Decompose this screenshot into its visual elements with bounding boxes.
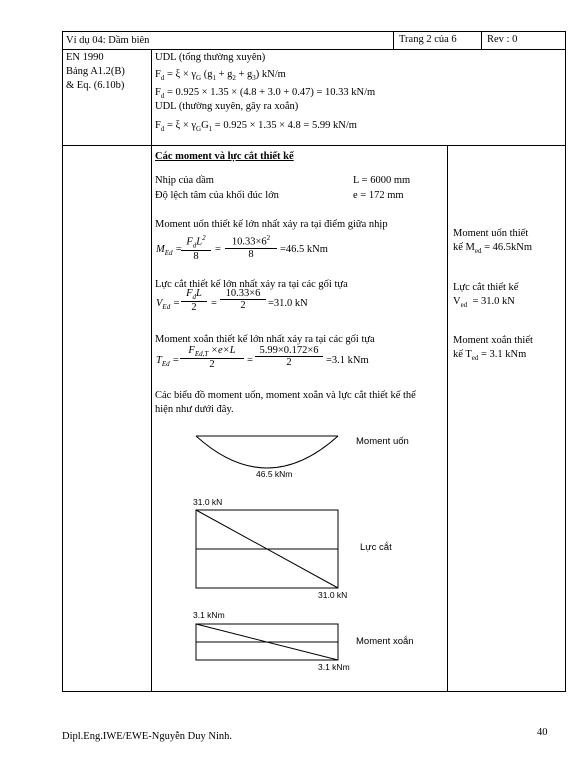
shear-result-line-2: $V_{ed} = 31.0$ kN [453,296,515,310]
moment-diagram-label: Moment uốn [356,436,409,447]
shear-description: Lực cắt thiết kế lớn nhất xảy ra tại các gối tựa [155,279,348,290]
shear-bottom-value: 31.0 kN [318,590,348,600]
shear-top-value: 31.0 kN [193,497,223,507]
moment-result-line-1: Moment uốn thiết [453,228,529,239]
moment-fraction-2: $\frac{10.33\times 6^2}{8}$ [225,234,277,260]
udl-equation-1: $F_d = \xi \times \gamma_G$ $(g_1 + g_2 + g_3)$ kN/m [155,69,286,83]
udl-torsion-label: UDL (thường xuyên, gây ra xoắn) [155,101,299,112]
shear-result: =31.0 kN [268,298,308,309]
torsion-result-line-1: Moment xoắn thiết [453,335,533,346]
moment-description: Moment uốn thiết kế lớn nhất xảy ra tại điểm giữa nhịp [155,219,388,230]
shear-result-line-1: Lực cắt thiết kế [453,282,519,293]
eccentricity-label: Độ lệch tâm của khối đúc lớn [155,190,279,201]
footer-page-number: 40 [537,727,548,738]
torsion-fraction-2: $\frac{5.99\times 0.172\times 6}{2}$ [255,345,323,368]
shear-lhs: $V_{Ed}$ = [156,298,180,312]
torsion-diagram-label: Moment xoắn [356,636,414,647]
eccentricity-value: e = 172 mm [353,190,404,201]
torsion-lhs: $T_{Ed}$ = [156,355,180,369]
udl-total-label: UDL (tổng thường xuyên) [155,52,266,63]
span-label: Nhịp của dầm [155,175,214,186]
reference-line-1: EN 1990 [66,52,104,63]
torsion-top-value: 3.1 kNm [193,610,225,620]
diagram-intro-line-1: Các biểu đồ moment uốn, moment xoắn và lực cắt thiết kế thể [155,390,416,401]
diagram-intro-line-2: hiện như dưới đây. [155,404,234,415]
shear-fraction-2: $\frac{10.33\times 6}{2}$ [220,288,266,311]
page-indicator: Trang 2 của 6 [399,34,457,45]
footer-author: Dipl.Eng.IWE/EWE-Nguyễn Duy Ninh. [62,731,233,742]
moment-diagram-value: 46.5 kNm [256,469,293,479]
torsion-result: =3.1 kNm [326,355,369,366]
moment-curve [196,436,338,468]
revision-indicator: Rev : 0 [487,34,518,45]
torsion-fraction-1: $F_{Ed,T} \times e\times L$ 2 [180,345,244,370]
shear-fraction-1: $F_dL$ 2 [181,288,207,313]
section-heading: Các moment và lực cắt thiết kế [155,151,294,162]
shear-diagram-label: Lực cắt [360,542,392,553]
span-value: L = 6000 mm [353,175,411,186]
shear-equals: = [211,298,217,309]
reference-line-2: Bảng A1.2(B) [66,66,125,77]
torsion-result-line-2: kế $T_{ed} = 3.1$ kNm [453,349,527,363]
reference-line-3: & Eq. (6.10b) [66,80,125,91]
torsion-bottom-value: 3.1 kNm [318,662,350,672]
moment-equals: = [215,244,221,255]
udl-equation-2: $F_d = 0.925 \times 1.35 \times (4.8 + 3.0 + 0.47) = 10.33$ kN/m [155,87,376,101]
document-title: Ví dụ 04: Dầm biên [66,35,150,46]
moment-fraction-1: $F_dL^2$ 8 [181,234,211,262]
moment-lhs: $M_{Ed}$ = [156,244,183,258]
udl-equation-3: $F_d = \xi \times \gamma_GG_1 = 0.925 \times 1.35 \times 4.8 = 5.99$ kN/m [155,120,357,134]
moment-result: =46.5 kNm [280,244,328,255]
torsion-description: Moment xoắn thiết kế lớn nhất xảy ra tại các gối tựa [155,334,375,345]
moment-result-line-2: kế $M_{ed} = 46.5kNm$ [453,242,533,256]
torsion-equals: = [247,355,253,366]
